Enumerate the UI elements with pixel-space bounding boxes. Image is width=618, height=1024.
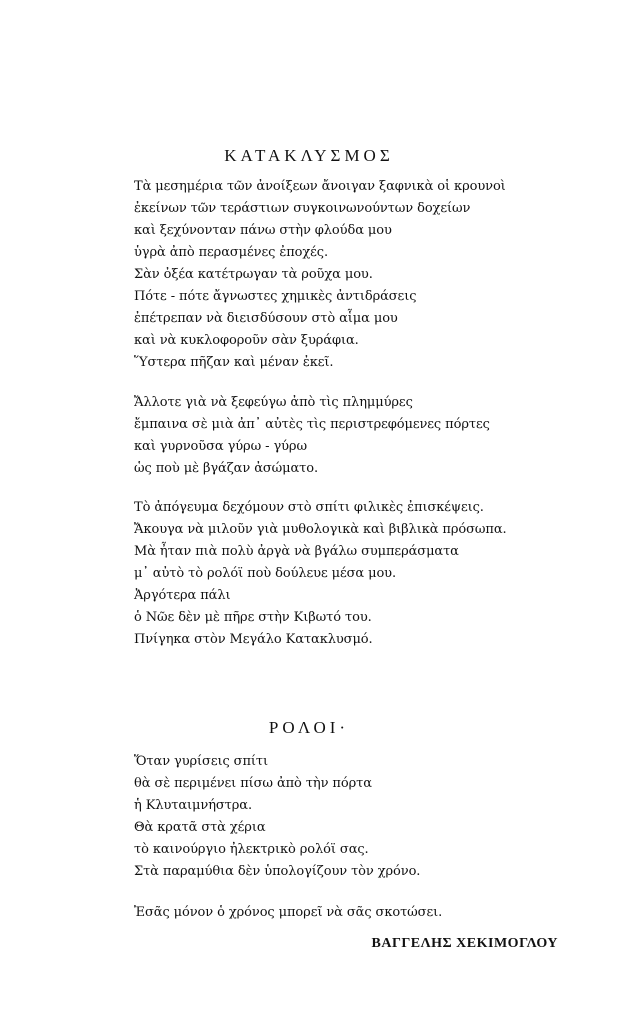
- poem-line: καὶ γυρνοῦσα γύρω - γύρω: [134, 439, 307, 454]
- poem-line: ὡς ποὺ μὲ βγάζαν ἀσώματο.: [134, 461, 319, 476]
- stanza: [134, 497, 507, 651]
- poem-line: Πνίγηκα στὸν Μεγάλο Κατακλυσμό.: [134, 632, 373, 647]
- poem-title: ΡΟΛΟΙ·: [268, 718, 350, 737]
- poem-line: Μὰ ἦταν πιὰ πολὺ ἀργὰ νὰ βγάλω συμπεράσματα: [134, 544, 459, 559]
- poem-line: μ᾿ αὐτὸ τὸ ρολόϊ ποὺ δούλευε μέσα μου.: [134, 566, 397, 581]
- stanza: [134, 902, 442, 924]
- poem-line: ὁ Νῶε δὲν μὲ πῆρε στὴν Κιβωτό του.: [134, 610, 372, 625]
- poem-line: Ἀργότερα πάλι: [134, 588, 231, 603]
- stanza: [134, 392, 490, 480]
- poem-title: ΚΑΤΑΚΛΥΣΜΟΣ: [224, 146, 394, 165]
- poem-line: καὶ ξεχύνονταν πάνω στὴν φλούδα μου: [134, 223, 392, 238]
- poem-line: Ἐσᾶς μόνον ὁ χρόνος μπορεῖ νὰ σᾶς σκοτώσει.: [134, 905, 443, 920]
- stanza: [134, 751, 420, 883]
- poem-line: Ἄκουγα νὰ μιλοῦν γιὰ μυθολογικὰ καὶ βιβλικὰ πρόσωπα.: [134, 522, 507, 537]
- poem-line: καὶ νὰ κυκλοφοροῦν σὰν ξυράφια.: [134, 333, 359, 348]
- poem-line: ἐπέτρεπαν νὰ διεισδύσουν στὸ αἷμα μου: [134, 311, 398, 326]
- poem-line: Πότε - πότε ἄγνωστες χημικὲς ἀντιδράσεις: [134, 289, 417, 304]
- poem-line: ἔμπαινα σὲ μιὰ ἀπ᾿ αὐτὲς τὶς περιστρεφόμενες πόρτες: [134, 417, 490, 432]
- poem-line: Θὰ κρατᾶ στὰ χέρια: [134, 820, 266, 835]
- poem-line: Ἄλλοτε γιὰ νὰ ξεφεύγω ἀπὸ τὶς πλημμύρες: [134, 395, 413, 410]
- poem-line: ἡ Κλυταιμνήστρα.: [134, 798, 253, 813]
- poem-line: Ὕστερα πῆζαν καὶ μέναν ἐκεῖ.: [134, 355, 334, 370]
- poem-line: Στὰ παραμύθια δὲν ὑπολογίζουν τὸν χρόνο.: [134, 864, 421, 879]
- poem-line: Ὅταν γυρίσεις σπίτι: [134, 754, 268, 769]
- poem-line: Τὸ ἀπόγευμα δεχόμουν στὸ σπίτι φιλικὲς ἐπισκέψεις.: [134, 500, 484, 515]
- poem-line: Σὰν ὀξέα κατέτρωγαν τὰ ροῦχα μου.: [134, 267, 373, 282]
- poem-line: Τὰ μεσημέρια τῶν ἀνοίξεων ἄνοιγαν ξαφνικὰ οἱ κρουνοὶ: [134, 179, 506, 194]
- poem-line: ὑγρὰ ἀπὸ περασμένες ἐποχές.: [134, 245, 328, 260]
- author-name: ΒΑΓΓΕΛΗΣ ΧΕΚΙΜΟΓΛΟΥ: [371, 936, 558, 951]
- stanza: [134, 176, 506, 374]
- poem-line: θὰ σὲ περιμένει πίσω ἀπὸ τὴν πόρτα: [134, 776, 372, 791]
- poem-line: τὸ καινούργιο ἠλεκτρικὸ ρολόϊ σας.: [134, 842, 369, 857]
- poem-line: ἐκείνων τῶν τεράστιων συγκοινωνούντων δοχείων: [134, 201, 471, 216]
